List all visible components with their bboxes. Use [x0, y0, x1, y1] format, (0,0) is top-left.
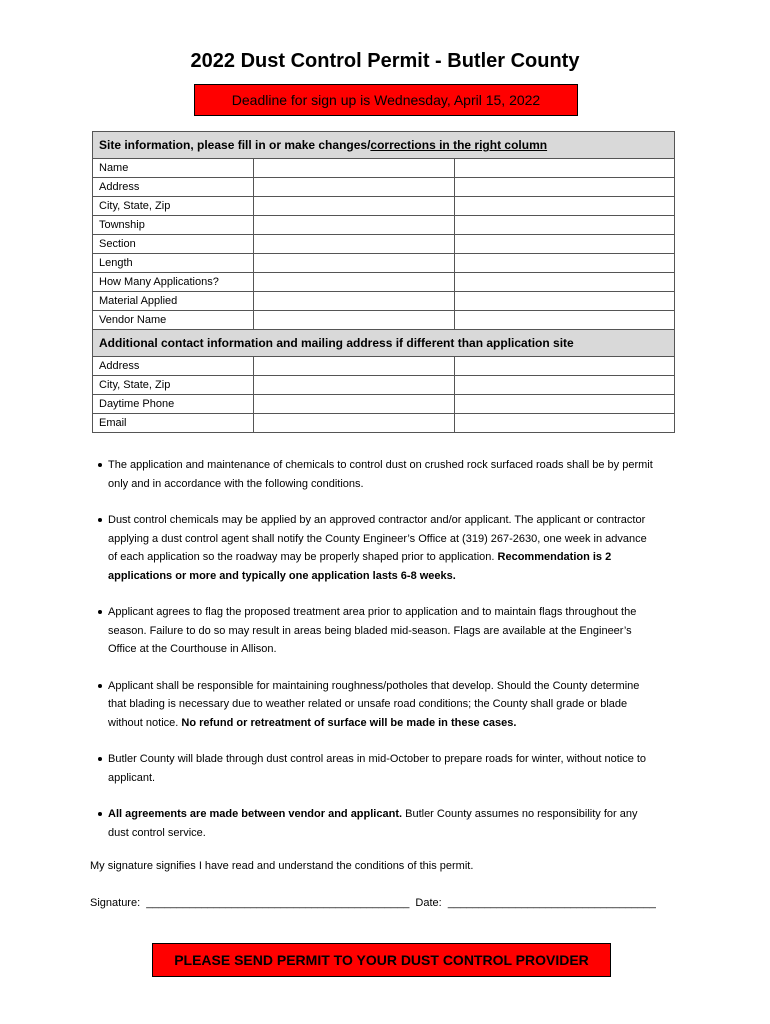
condition-text: Dust control chemicals may be applied by an approved contractor and/or applicant. The applicant or contractor applying a dust control agent shall notify the County Engineer’s Office at (319) 267-2630, one week in advance of each application so the roadway may be properly shaped prior to application.: [108, 514, 647, 563]
current-value-cell: [254, 311, 455, 330]
condition-bold-text: Recommendation is 2 applications or more and typically one application lasts 6-8 weeks.: [108, 551, 612, 582]
correction-input-cell[interactable]: [455, 292, 675, 311]
correction-input-cell[interactable]: [455, 395, 675, 414]
conditions-list: [94, 456, 654, 860]
correction-input-cell[interactable]: [455, 159, 675, 178]
current-value-cell: [254, 414, 455, 433]
send-permit-banner: PLEASE SEND PERMIT TO YOUR DUST CONTROL PROVIDER: [152, 943, 611, 977]
current-value-cell: [254, 357, 455, 376]
list-item: [94, 511, 654, 585]
table-row: [93, 395, 675, 414]
deadline-banner: Deadline for sign up is Wednesday, April 15, 2022: [194, 84, 578, 116]
correction-input-cell[interactable]: [455, 376, 675, 395]
table-row: [93, 178, 675, 197]
list-item: [94, 456, 654, 493]
condition-text: The application and maintenance of chemicals to control dust on crushed rock surfaced roads shall be by permit only and in accordance with the following conditions.: [108, 459, 653, 490]
permit-form-table: [92, 131, 675, 433]
correction-input-cell[interactable]: [455, 273, 675, 292]
current-value-cell: [254, 376, 455, 395]
table-row: [93, 216, 675, 235]
current-value-cell: [254, 292, 455, 311]
table-row: [93, 273, 675, 292]
page-title: 2022 Dust Control Permit - Butler County: [190, 50, 580, 72]
correction-input-cell[interactable]: [455, 311, 675, 330]
condition-bold-text: All agreements are made between vendor and applicant.: [108, 808, 403, 820]
field-label: Daytime Phone: [93, 395, 254, 414]
field-label: Email: [93, 414, 254, 433]
list-item: [94, 750, 654, 787]
field-label: Section: [93, 235, 254, 254]
current-value-cell: [254, 235, 455, 254]
table-row: [93, 414, 675, 433]
table-row: [93, 235, 675, 254]
current-value-cell: [254, 178, 455, 197]
field-label: Address: [93, 357, 254, 376]
contact-info-header: Additional contact information and mailing address if different than application site: [93, 330, 675, 357]
list-item: [94, 603, 654, 659]
table-row: [93, 357, 675, 376]
condition-text: Butler County assumes no responsibility for any dust control service.: [108, 808, 638, 839]
site-info-header-text: Site information, please fill in or make changes/: [99, 138, 371, 152]
table-row: [93, 254, 675, 273]
table-row: [93, 311, 675, 330]
site-info-header-underlined: corrections in the right column: [370, 138, 548, 152]
correction-input-cell[interactable]: [455, 357, 675, 376]
correction-input-cell[interactable]: [455, 216, 675, 235]
table-row: [93, 159, 675, 178]
site-info-header: [93, 132, 675, 159]
table-row: [93, 197, 675, 216]
correction-input-cell[interactable]: [455, 414, 675, 433]
field-label: Name: [93, 159, 254, 178]
table-row: [93, 292, 675, 311]
list-item: [94, 677, 654, 733]
condition-text: Applicant shall be responsible for maintaining roughness/potholes that develop. Should the County determine that blading is necessary due to weather related or unsafe road conditions; the County shall grade or blade without notice.: [108, 679, 640, 729]
field-label: Vendor Name: [93, 311, 254, 330]
field-label: City, State, Zip: [93, 197, 254, 216]
field-label: City, State, Zip: [93, 376, 254, 395]
signature-date-line[interactable]: Signature: ___________________________________________ Date: __________________________________: [90, 897, 656, 909]
current-value-cell: [254, 273, 455, 292]
correction-input-cell[interactable]: [455, 235, 675, 254]
field-label: Address: [93, 178, 254, 197]
table-row: [93, 376, 675, 395]
current-value-cell: [254, 197, 455, 216]
correction-input-cell[interactable]: [455, 178, 675, 197]
condition-bold-text: No refund or retreatment of surface will be made in these cases.: [181, 716, 517, 729]
condition-text: Applicant agrees to flag the proposed treatment area prior to application and to maintain flags throughout the season. Failure to do so may result in areas being bladed mid-season. Flags are available at the Engineer’s Office at the Courthouse in Allison.: [108, 606, 637, 655]
current-value-cell: [254, 216, 455, 235]
field-label: Material Applied: [93, 292, 254, 311]
field-label: Township: [93, 216, 254, 235]
field-label: Length: [93, 254, 254, 273]
current-value-cell: [254, 254, 455, 273]
condition-text: Butler County will blade through dust control areas in mid-October to prepare roads for winter, without notice to applicant.: [108, 753, 647, 784]
correction-input-cell[interactable]: [455, 254, 675, 273]
list-item: [94, 805, 654, 842]
signature-statement: My signature signifies I have read and understand the conditions of this permit.: [90, 860, 474, 872]
field-label: How Many Applications?: [93, 273, 254, 292]
current-value-cell: [254, 395, 455, 414]
current-value-cell: [254, 159, 455, 178]
correction-input-cell[interactable]: [455, 197, 675, 216]
